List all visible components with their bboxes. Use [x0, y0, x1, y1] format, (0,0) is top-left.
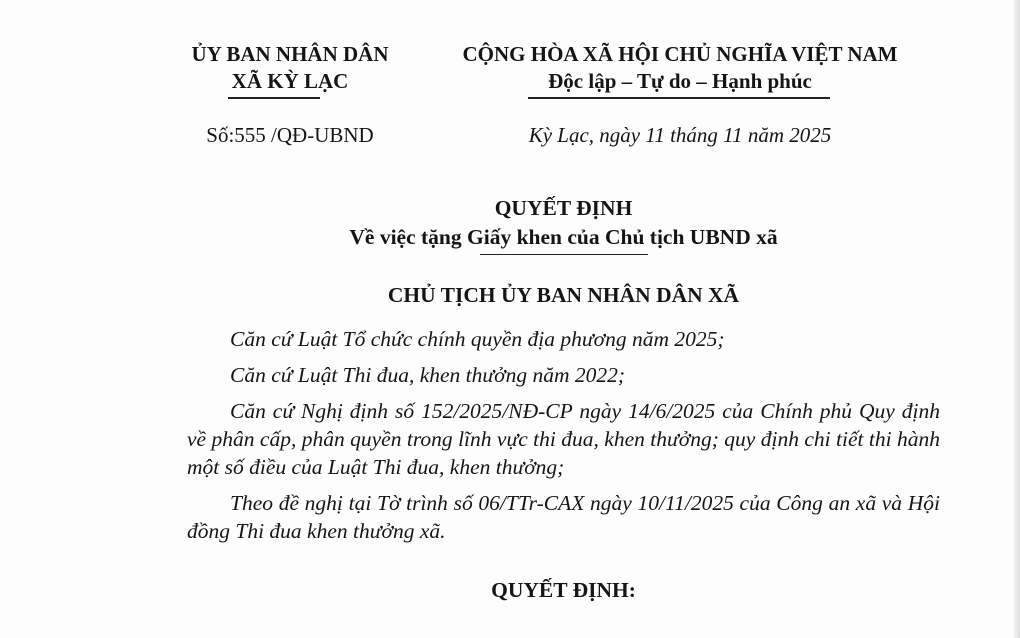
place-date: Kỳ Lạc, ngày 11 tháng 11 năm 2025	[528, 123, 832, 147]
legal-basis: Căn cứ Luật Thi đua, khen thưởng năm 2022;	[230, 363, 626, 387]
legal-bases	[187, 325, 940, 545]
document-title: QUYẾT ĐỊNH	[494, 196, 633, 220]
document-number: Số:555 /QĐ-UBND	[206, 123, 374, 147]
legal-basis: Căn cứ Nghị định số 152/2025/NĐ-CP ngày 14/6/2025 của Chính phủ Quy định về phân cấp, phân quyền trong lĩnh vực thi đua, khen thưởng; quy định chi tiết thi hành một số điều của Luật Thi đua, khen thưởng;	[187, 399, 940, 479]
subject-underline	[480, 254, 648, 255]
legal-basis: Căn cứ Luật Tổ chức chính quyền địa phương năm 2025;	[230, 327, 725, 351]
country-name: CỘNG HÒA XÃ HỘI CHỦ NGHĨA VIỆT NAM	[462, 42, 898, 66]
motto-underline	[528, 97, 830, 99]
agency-name: ỦY BAN NHÂN DÂN	[191, 42, 389, 66]
motto: Độc lập – Tự do – Hạnh phúc	[548, 69, 812, 93]
issuing-authority: CHỦ TỊCH ỦY BAN NHÂN DÂN XÃ	[387, 283, 740, 307]
legal-basis: Theo đề nghị tại Tờ trình số 06/TTr-CAX ngày 10/11/2025 của Công an xã và Hội đồng Thi đua khen thưởng xã.	[187, 491, 940, 543]
document-subject: Về việc tặng Giấy khen của Chủ tịch UBND xã	[349, 225, 778, 249]
agency-underline	[228, 97, 320, 99]
commune-name: XÃ KỲ LẠC	[231, 69, 349, 93]
decision-heading: QUYẾT ĐỊNH:	[491, 578, 636, 602]
page-edge-shadow	[1014, 0, 1020, 638]
